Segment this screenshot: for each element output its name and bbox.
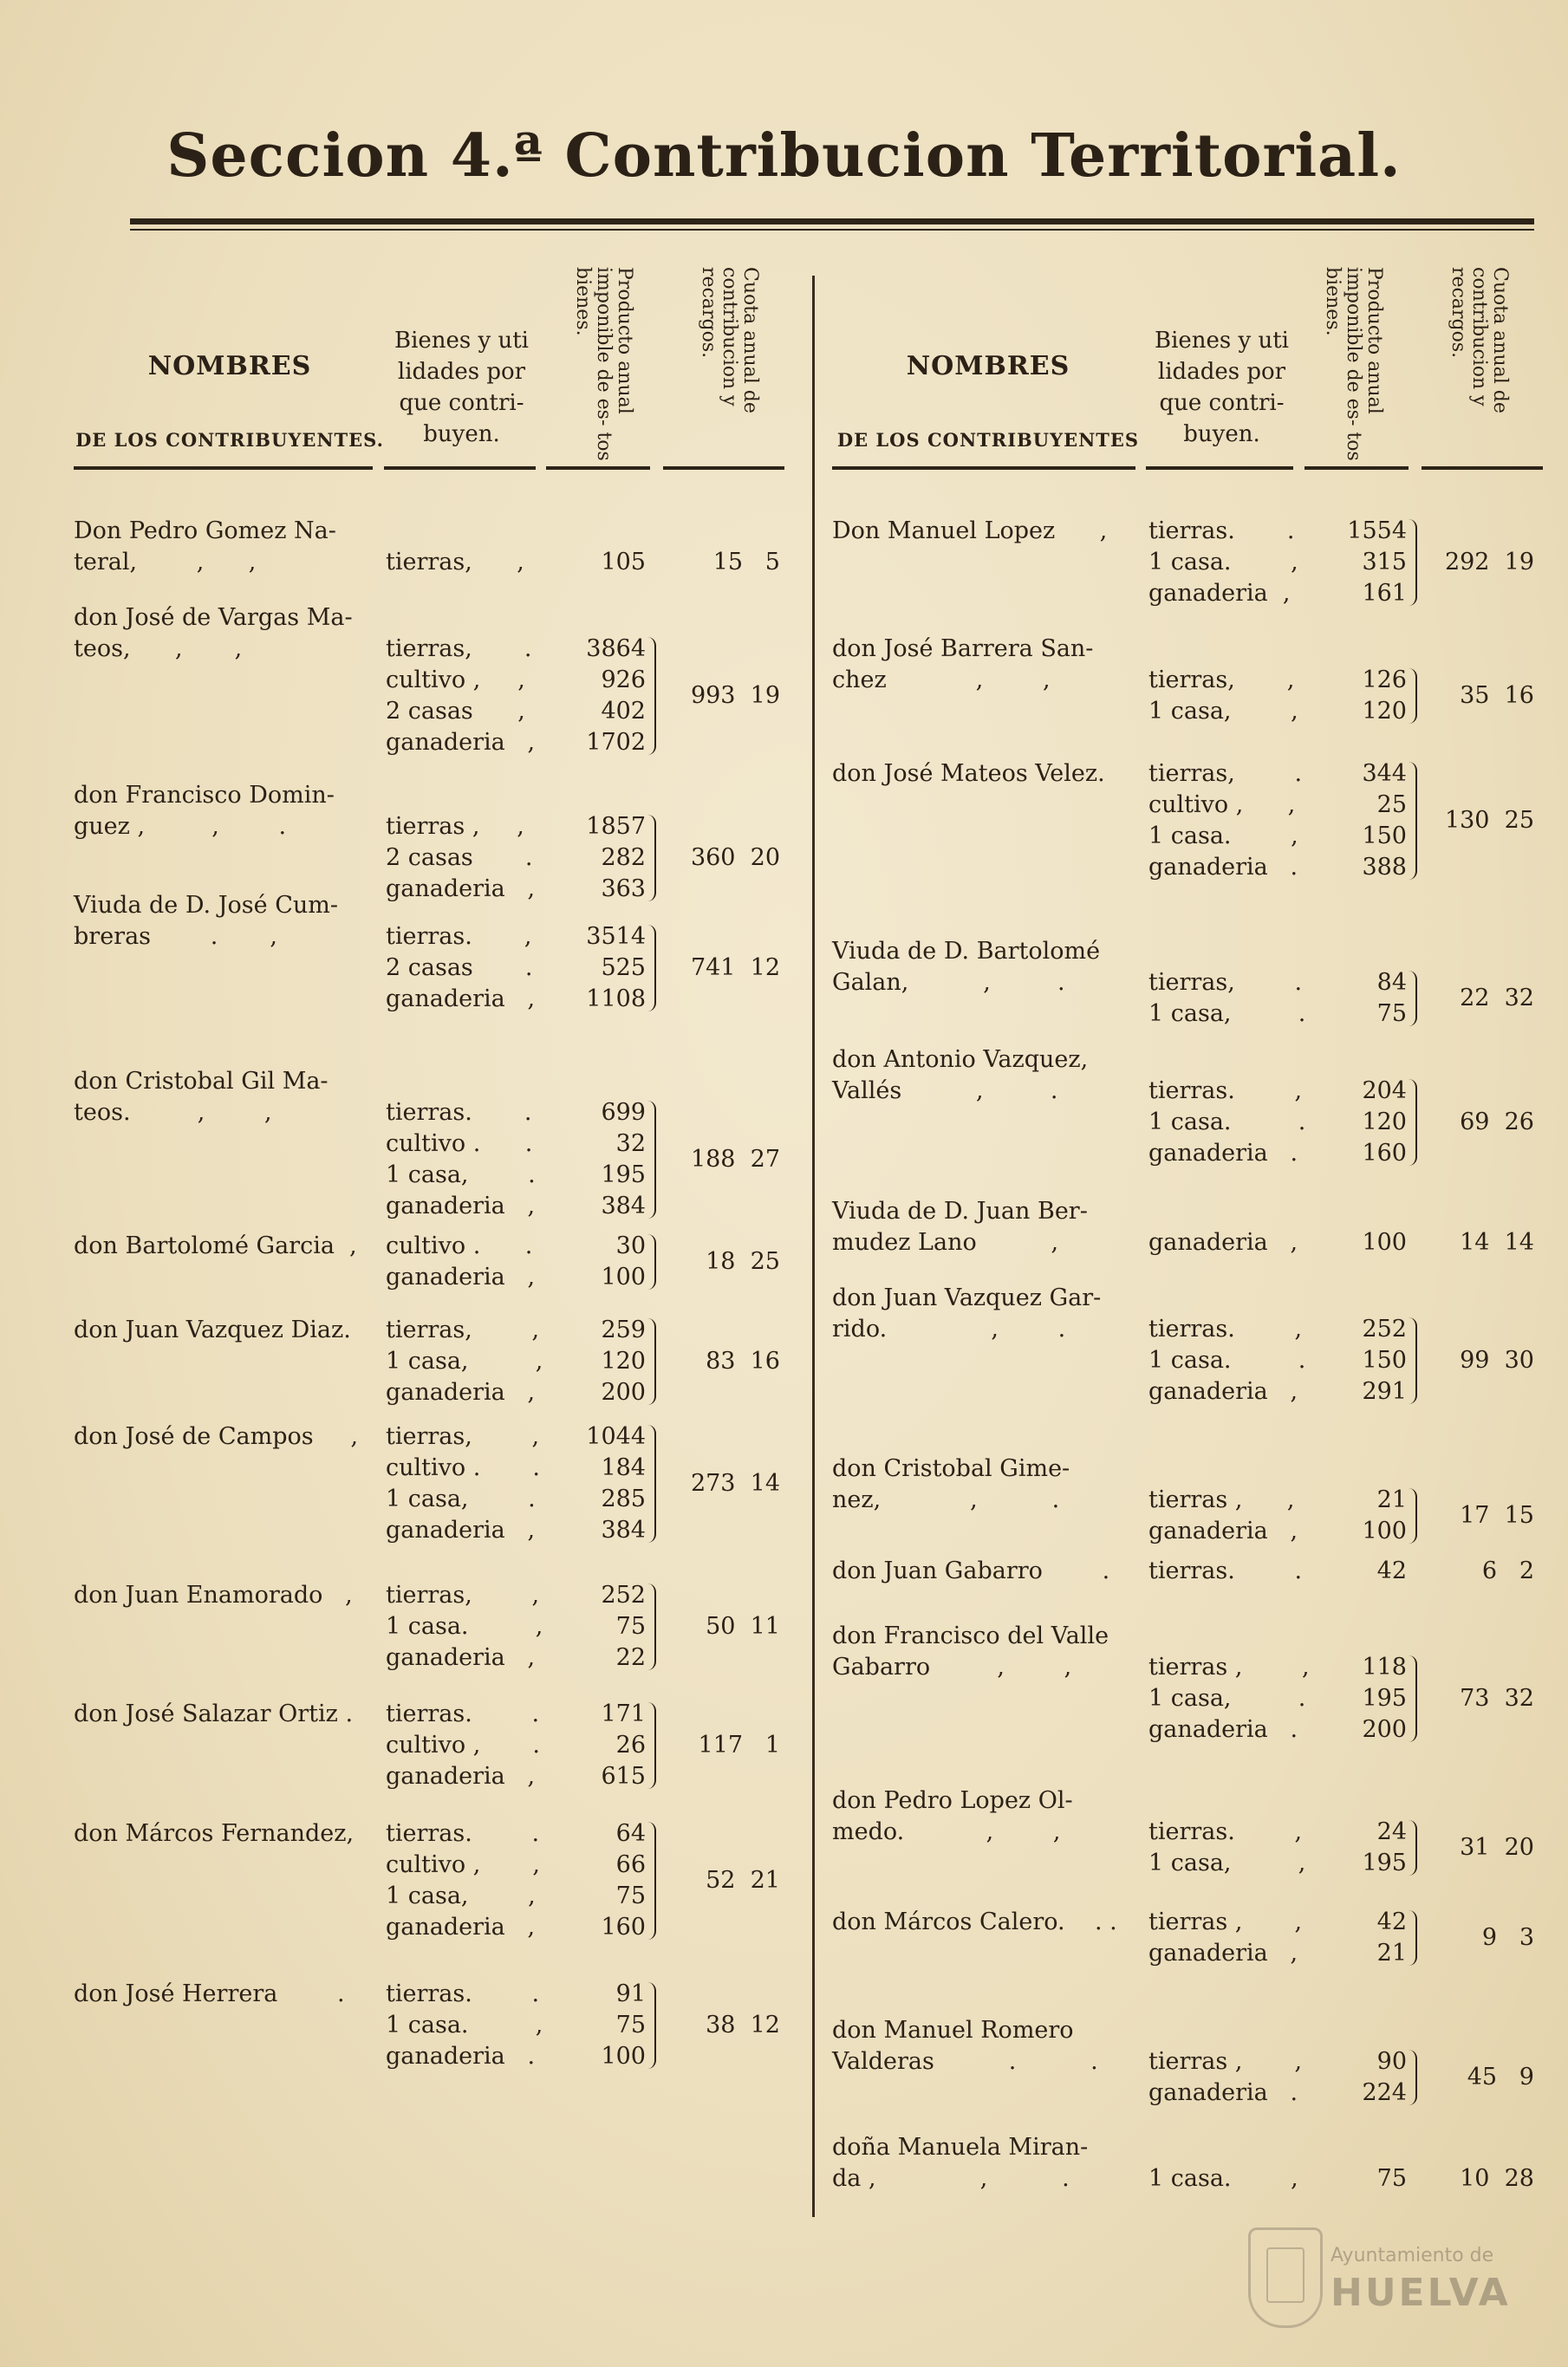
taxable-product: 282 xyxy=(601,844,646,871)
header-producto: Producto anual imponible de es- tos bienes. xyxy=(1322,267,1385,461)
taxable-product: 252 xyxy=(1362,1316,1407,1343)
property-type: tierras, , xyxy=(386,1582,540,1609)
contributor-name: don Juan Vazquez Gar- rido. , . xyxy=(832,1284,1102,1343)
brace xyxy=(1409,971,1417,1026)
title-rule-thin xyxy=(130,229,1534,231)
taxable-product: 118 xyxy=(1362,1654,1407,1681)
property-type: tierras, . xyxy=(1148,760,1303,787)
brace xyxy=(1409,1488,1417,1544)
property-type: ganaderia , xyxy=(386,1914,536,1941)
annual-quota: 117 1 xyxy=(698,1732,780,1759)
taxable-product: 699 xyxy=(601,1099,646,1126)
taxable-product: 3864 xyxy=(586,635,646,662)
annual-quota: 15 5 xyxy=(712,549,780,575)
annual-quota: 14 14 xyxy=(1460,1229,1534,1256)
annual-quota: 52 21 xyxy=(706,1867,780,1894)
taxable-product: 224 xyxy=(1362,2079,1407,2106)
taxable-product: 21 xyxy=(1376,1486,1407,1513)
property-type: ganaderia , xyxy=(1148,1940,1298,1967)
property-type: tierras, . xyxy=(386,635,532,662)
taxable-product: 42 xyxy=(1376,1909,1407,1935)
annual-quota: 69 26 xyxy=(1460,1109,1534,1135)
property-type: tierras, , xyxy=(386,549,524,575)
contributor-name: Viuda de D. Bartolomé Galan, , . xyxy=(832,938,1101,996)
contributor-name: don Francisco Domin- guez , , . xyxy=(74,782,335,840)
contributor-name: don Cristobal Gil Ma- teos. , , xyxy=(74,1068,329,1126)
taxable-product: 285 xyxy=(601,1486,646,1512)
watermark-line2: HUELVA xyxy=(1331,2271,1511,2315)
taxable-product: 126 xyxy=(1362,667,1407,693)
brace xyxy=(1409,1910,1417,1966)
header-names: NOMBRES xyxy=(147,351,312,381)
annual-quota: 741 12 xyxy=(690,954,780,981)
taxable-product: 64 xyxy=(615,1820,646,1847)
property-type: tierras, , xyxy=(1148,667,1295,693)
contributor-name: don Manuel Romero Valderas . . xyxy=(832,2017,1098,2075)
property-type: 1 casa, . xyxy=(1148,1685,1306,1712)
taxable-product: 525 xyxy=(601,954,646,981)
taxable-product: 24 xyxy=(1376,1818,1407,1845)
taxable-product: 22 xyxy=(615,1644,646,1671)
property-type: tierras. . xyxy=(386,1980,540,2007)
taxable-product: 75 xyxy=(615,2012,646,2039)
contributor-name: Don Pedro Gomez Na- teral, , , xyxy=(74,517,336,575)
brace xyxy=(1409,1317,1417,1404)
annual-quota: 73 32 xyxy=(1460,1685,1534,1712)
property-type: tierras , , xyxy=(386,813,524,840)
watermark-line1: Ayuntamiento de xyxy=(1331,2245,1494,2266)
header-rule xyxy=(384,466,536,470)
contributor-name: don José Herrera . xyxy=(74,1980,345,2007)
taxable-product: 615 xyxy=(601,1763,646,1790)
annual-quota: 31 20 xyxy=(1460,1834,1534,1861)
taxable-product: 30 xyxy=(615,1232,646,1259)
property-type: 1 casa, , xyxy=(1148,698,1298,725)
right-table xyxy=(832,260,1543,2219)
header-bienes: Bienes y uti lidades por que contri- buyen. xyxy=(1154,328,1289,447)
brace xyxy=(647,1234,656,1290)
property-type: ganaderia , xyxy=(386,875,536,902)
property-type: ganaderia , xyxy=(1148,1518,1298,1544)
taxable-product: 120 xyxy=(1362,1109,1407,1135)
taxable-product: 363 xyxy=(601,875,646,902)
property-type: tierras. . xyxy=(386,1099,532,1126)
property-type: tierras, , xyxy=(386,1423,540,1450)
taxable-product: 66 xyxy=(615,1851,646,1878)
taxable-product: 384 xyxy=(601,1517,646,1544)
contributor-name: don José de Vargas Ma- teos, , , xyxy=(74,604,353,662)
annual-quota: 360 20 xyxy=(690,844,780,871)
property-type: ganaderia . xyxy=(1148,2079,1298,2106)
taxable-product: 100 xyxy=(1362,1518,1407,1544)
property-type: ganaderia , xyxy=(386,985,536,1012)
property-type: 2 casas , xyxy=(386,698,525,725)
taxable-product: 1108 xyxy=(586,985,646,1012)
contributor-name: don Juan Vazquez Diaz. xyxy=(74,1317,351,1343)
taxable-product: 200 xyxy=(1362,1716,1407,1743)
property-type: 2 casas . xyxy=(386,844,533,871)
left-table xyxy=(74,260,793,2219)
brace xyxy=(1409,1820,1417,1876)
taxable-product: 388 xyxy=(1362,854,1407,881)
property-type: tierras. , xyxy=(1148,1818,1303,1845)
brace xyxy=(1409,668,1417,724)
taxable-product: 25 xyxy=(1376,791,1407,818)
taxable-product: 204 xyxy=(1362,1077,1407,1104)
taxable-product: 1702 xyxy=(586,729,646,756)
contributor-name: don Cristobal Gime- nez, , . xyxy=(832,1455,1070,1513)
taxable-product: 161 xyxy=(1362,580,1407,607)
taxable-product: 120 xyxy=(601,1348,646,1375)
property-type: 1 casa. , xyxy=(1148,549,1298,575)
header-names: NOMBRES xyxy=(906,351,1070,381)
taxable-product: 315 xyxy=(1362,549,1407,575)
taxable-product: 1044 xyxy=(586,1423,646,1450)
taxable-product: 32 xyxy=(615,1130,646,1157)
contributor-name: don Juan Enamorado , xyxy=(74,1582,353,1609)
property-type: tierras. . xyxy=(386,1700,540,1727)
header-cuota: Cuota anual de contribucion y recargos. xyxy=(1448,267,1511,413)
contributor-name: don Pedro Lopez Ol- medo. , , xyxy=(832,1787,1073,1845)
taxable-product: 1857 xyxy=(586,813,646,840)
property-type: cultivo , , xyxy=(1148,791,1296,818)
property-type: cultivo . . xyxy=(386,1232,533,1259)
contributor-name: doña Manuela Miran- da , , . xyxy=(832,2134,1089,2192)
taxable-product: 384 xyxy=(601,1193,646,1219)
property-type: ganaderia , xyxy=(386,1264,536,1291)
property-type: 1 casa. , xyxy=(1148,823,1298,849)
property-type: tierras. . xyxy=(1148,1557,1303,1584)
brace xyxy=(1409,762,1417,880)
contributor-name: don Márcos Calero. . . xyxy=(832,1909,1117,1935)
property-type: ganaderia . xyxy=(386,2043,536,2070)
brace xyxy=(647,1822,656,1940)
property-type: 1 casa, , xyxy=(386,1348,543,1375)
property-type: ganaderia , xyxy=(1148,1378,1298,1405)
taxable-product: 1554 xyxy=(1347,517,1407,544)
property-type: ganaderia , xyxy=(1148,580,1291,607)
property-type: ganaderia , xyxy=(386,1644,536,1671)
annual-quota: 35 16 xyxy=(1460,682,1534,709)
taxable-product: 75 xyxy=(615,1613,646,1640)
header-bienes: Bienes y uti lidades por que contri- buyen. xyxy=(394,328,529,447)
property-type: ganaderia . xyxy=(1148,1716,1298,1743)
property-type: tierras. . xyxy=(1148,517,1295,544)
header-rule xyxy=(1146,466,1293,470)
brace xyxy=(647,925,656,1011)
property-type: ganaderia , xyxy=(386,1379,536,1406)
header-names-sub: DE LOS CONTRIBUYENTES xyxy=(836,429,1140,451)
property-type: ganaderia , xyxy=(386,1517,536,1544)
property-type: ganaderia , xyxy=(1148,1229,1298,1256)
property-type: cultivo , . xyxy=(386,1732,540,1759)
property-type: tierras , , xyxy=(1148,1909,1303,1935)
annual-quota: 10 28 xyxy=(1460,2165,1534,2192)
annual-quota: 273 14 xyxy=(690,1470,780,1497)
annual-quota: 38 12 xyxy=(706,2012,780,2039)
property-type: ganaderia . xyxy=(1148,854,1298,881)
coat-of-arms-icon xyxy=(1248,2227,1323,2328)
property-type: tierras. , xyxy=(1148,1077,1303,1104)
contributor-name: don José Mateos Velez. xyxy=(832,760,1105,787)
brace xyxy=(1409,1079,1417,1166)
header-rule xyxy=(663,466,784,470)
annual-quota: 17 15 xyxy=(1460,1502,1534,1529)
brace xyxy=(647,1318,656,1405)
annual-quota: 9 3 xyxy=(1481,1924,1534,1951)
property-type: 1 casa, . xyxy=(386,1486,536,1512)
property-type: 2 casas . xyxy=(386,954,533,981)
property-type: 1 casa. , xyxy=(1148,2165,1298,2192)
property-type: 1 casa, . xyxy=(386,1161,536,1188)
taxable-product: 120 xyxy=(1362,698,1407,725)
contributor-name: don José Salazar Ortiz . xyxy=(74,1700,354,1727)
property-type: tierras , , xyxy=(1148,1654,1310,1681)
annual-quota: 6 2 xyxy=(1481,1557,1534,1584)
taxable-product: 200 xyxy=(601,1379,646,1406)
brace xyxy=(647,1702,656,1789)
taxable-product: 150 xyxy=(1362,1347,1407,1374)
property-type: tierras. , xyxy=(1148,1316,1303,1343)
contributor-name: don Francisco del Valle Gabarro , , xyxy=(832,1622,1109,1681)
property-type: tierras, , xyxy=(386,1317,540,1343)
taxable-product: 150 xyxy=(1362,823,1407,849)
contributor-name: don Juan Gabarro . xyxy=(832,1557,1110,1584)
property-type: 1 casa, , xyxy=(1148,1850,1306,1876)
brace xyxy=(1409,2050,1417,2105)
taxable-product: 402 xyxy=(601,698,646,725)
property-type: cultivo , , xyxy=(386,667,525,693)
property-type: ganaderia . xyxy=(1148,1140,1298,1167)
brace xyxy=(1409,1655,1417,1742)
brace xyxy=(647,1982,656,2069)
property-type: ganaderia , xyxy=(386,1193,536,1219)
taxable-product: 100 xyxy=(1362,1229,1407,1256)
taxable-product: 100 xyxy=(601,2043,646,2070)
annual-quota: 45 9 xyxy=(1467,2064,1534,2091)
property-type: 1 casa. , xyxy=(386,2012,543,2039)
page-title: Seccion 4.ª Contribucion Territorial. xyxy=(166,121,1402,191)
annual-quota: 188 27 xyxy=(690,1146,780,1173)
annual-quota: 99 30 xyxy=(1460,1347,1534,1374)
taxable-product: 171 xyxy=(601,1700,646,1727)
header-names-sub: DE LOS CONTRIBUYENTES. xyxy=(75,429,384,451)
taxable-product: 105 xyxy=(601,549,646,575)
brace xyxy=(647,1583,656,1670)
taxable-product: 3514 xyxy=(586,923,646,950)
column-divider xyxy=(812,276,815,2217)
annual-quota: 50 11 xyxy=(706,1613,780,1640)
contributor-name: Viuda de D. Juan Ber- mudez Lano , xyxy=(832,1198,1088,1256)
taxable-product: 926 xyxy=(601,667,646,693)
taxable-product: 195 xyxy=(601,1161,646,1188)
taxable-product: 75 xyxy=(1376,2165,1407,2192)
property-type: 1 casa. , xyxy=(386,1613,543,1640)
contributor-name: don Bartolomé Garcia , xyxy=(74,1232,357,1259)
annual-quota: 993 19 xyxy=(690,682,780,709)
taxable-product: 291 xyxy=(1362,1378,1407,1405)
header-rule xyxy=(1304,466,1409,470)
property-type: 1 casa. . xyxy=(1148,1109,1306,1135)
property-type: ganaderia , xyxy=(386,729,536,756)
property-type: cultivo . . xyxy=(386,1130,533,1157)
brace xyxy=(647,637,656,755)
right-table-header xyxy=(832,260,1543,477)
taxable-product: 259 xyxy=(601,1317,646,1343)
header-rule xyxy=(74,466,373,470)
contributor-name: don Márcos Fernandez, xyxy=(74,1820,355,1847)
contributor-name: Viuda de D. José Cum- breras . , xyxy=(74,892,338,950)
taxable-product: 160 xyxy=(1362,1140,1407,1167)
taxable-product: 195 xyxy=(1362,1850,1407,1876)
annual-quota: 18 25 xyxy=(706,1248,780,1275)
property-type: cultivo , , xyxy=(386,1851,540,1878)
header-rule xyxy=(546,466,650,470)
contributor-name: don José de Campos , xyxy=(74,1423,359,1450)
property-type: tierras , , xyxy=(1148,2048,1303,2075)
property-type: tierras. . xyxy=(386,1820,540,1847)
contributor-name: Don Manuel Lopez , xyxy=(832,517,1108,544)
property-type: 1 casa, . xyxy=(1148,1000,1306,1027)
contributor-name: don Antonio Vazquez, Vallés , . xyxy=(832,1046,1089,1104)
property-type: 1 casa. . xyxy=(1148,1347,1306,1374)
left-table-header xyxy=(74,260,793,477)
taxable-product: 344 xyxy=(1362,760,1407,787)
taxable-product: 90 xyxy=(1376,2048,1407,2075)
annual-quota: 83 16 xyxy=(706,1348,780,1375)
taxable-product: 184 xyxy=(601,1454,646,1481)
property-type: 1 casa, , xyxy=(386,1883,536,1909)
property-type: tierras, . xyxy=(1148,969,1303,996)
taxable-product: 91 xyxy=(615,1980,646,2007)
property-type: tierras , , xyxy=(1148,1486,1295,1513)
taxable-product: 26 xyxy=(615,1732,646,1759)
property-type: cultivo . . xyxy=(386,1454,540,1481)
annual-quota: 130 25 xyxy=(1444,807,1534,834)
header-rule xyxy=(1422,466,1543,470)
property-type: tierras. , xyxy=(386,923,532,950)
header-cuota: Cuota anual de contribucion y recargos. xyxy=(698,267,761,413)
brace xyxy=(647,815,656,901)
taxable-product: 195 xyxy=(1362,1685,1407,1712)
taxable-product: 42 xyxy=(1376,1557,1407,1584)
taxable-product: 84 xyxy=(1376,969,1407,996)
brace xyxy=(647,1425,656,1543)
taxable-product: 100 xyxy=(601,1264,646,1291)
taxable-product: 160 xyxy=(601,1914,646,1941)
header-rule xyxy=(832,466,1135,470)
taxable-product: 75 xyxy=(1376,1000,1407,1027)
taxable-product: 75 xyxy=(615,1883,646,1909)
title-rule-thick xyxy=(130,218,1534,224)
brace xyxy=(1409,519,1417,606)
annual-quota: 22 32 xyxy=(1460,985,1534,1011)
header-producto: Producto anual imponible de es- tos bienes. xyxy=(572,267,635,461)
taxable-product: 21 xyxy=(1376,1940,1407,1967)
annual-quota: 292 19 xyxy=(1444,549,1534,575)
taxable-product: 252 xyxy=(601,1582,646,1609)
huelva-watermark xyxy=(1248,2219,1543,2340)
brace xyxy=(647,1101,656,1219)
contributor-name: don José Barrera San- chez , , xyxy=(832,635,1094,693)
property-type: ganaderia , xyxy=(386,1763,536,1790)
